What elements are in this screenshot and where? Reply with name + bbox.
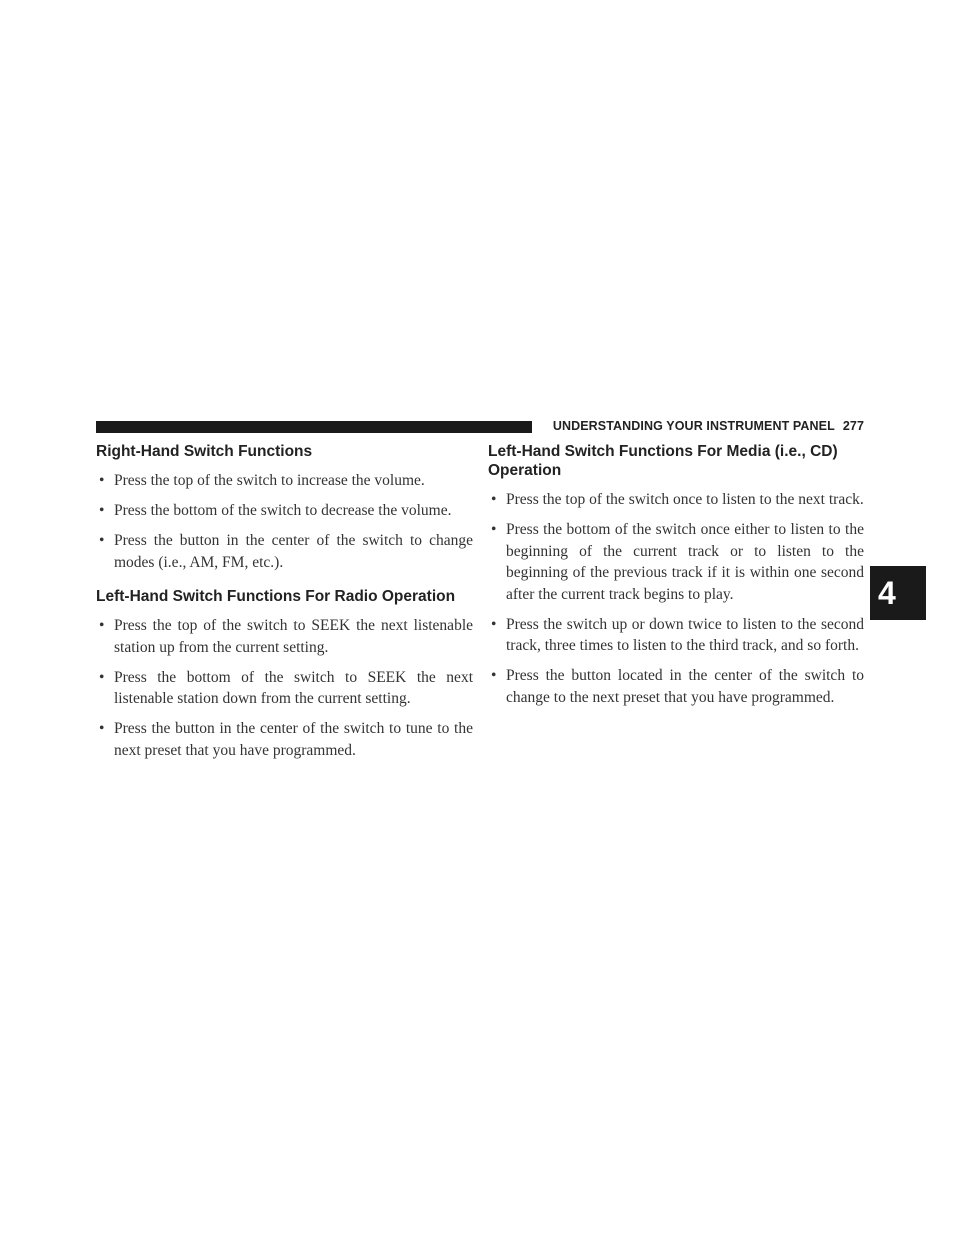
right-column bbox=[488, 442, 864, 717]
list-item bbox=[96, 530, 473, 573]
bullet-icon: • bbox=[491, 491, 497, 508]
chapter-number: 4 bbox=[878, 574, 896, 611]
bullet-icon: • bbox=[99, 502, 105, 519]
list-item-text: Press the bottom of the switch once either to listen to the beginning of the current track or to listen to the beginning of the previous track if it is within one second after the current track begins to play. bbox=[506, 521, 864, 603]
list-item bbox=[96, 667, 473, 710]
list-item-text: Press the top of the switch to increase the volume. bbox=[114, 472, 425, 489]
list-item-text: Press the top of the switch once to listen to the next track. bbox=[506, 491, 864, 508]
section-heading-right-hand-switch: Right-Hand Switch Functions bbox=[96, 443, 313, 460]
bullet-icon: • bbox=[99, 668, 105, 686]
list-item-text: Press the button in the center of the switch to tune to the next preset that you have programmed. bbox=[114, 720, 473, 759]
chapter-tab bbox=[870, 566, 926, 620]
list-item-text: Press the top of the switch to SEEK the next listenable station up from the current setting. bbox=[114, 617, 473, 656]
list-item-text: Press the button located in the center of the switch to change to the next preset that you have programmed. bbox=[506, 667, 864, 706]
left-column bbox=[96, 442, 473, 770]
list-item bbox=[96, 500, 473, 522]
bullet-icon: • bbox=[99, 472, 105, 489]
list-item bbox=[96, 718, 473, 761]
running-head bbox=[536, 419, 864, 433]
list-item bbox=[488, 614, 864, 657]
list-item-text: Press the button in the center of the switch to change modes (i.e., AM, FM, etc.). bbox=[114, 532, 473, 571]
list-item-text: Press the bottom of the switch to decrease the volume. bbox=[114, 502, 452, 519]
page-number: 277 bbox=[842, 419, 864, 433]
bullet-icon: • bbox=[99, 532, 105, 549]
bullet-list-left-hand-media bbox=[488, 489, 864, 708]
bullet-icon: • bbox=[491, 667, 497, 684]
bullet-icon: • bbox=[491, 615, 497, 633]
running-title: UNDERSTANDING YOUR INSTRUMENT PANEL bbox=[552, 419, 835, 433]
section-heading-left-hand-media: Left-Hand Switch Functions For Media (i.e., CD) Operation bbox=[488, 443, 838, 479]
header-rule bbox=[96, 421, 532, 433]
list-item-text: Press the bottom of the switch to SEEK the next listenable station down from the current setting. bbox=[114, 668, 473, 707]
list-item bbox=[488, 665, 864, 708]
list-item bbox=[96, 470, 473, 492]
bullet-list-left-hand-radio bbox=[96, 615, 473, 761]
list-item bbox=[96, 615, 473, 658]
bullet-icon: • bbox=[99, 617, 105, 634]
section-heading-left-hand-radio: Left-Hand Switch Functions For Radio Operation bbox=[96, 588, 456, 605]
list-item-text: Press the switch up or down twice to listen to the second track, three times to listen to the third track, and so forth. bbox=[506, 615, 864, 654]
bullet-icon: • bbox=[99, 720, 105, 737]
bullet-icon: • bbox=[491, 521, 497, 538]
list-item bbox=[488, 519, 864, 605]
bullet-list-right-hand-switch bbox=[96, 470, 473, 573]
list-item bbox=[488, 489, 864, 511]
